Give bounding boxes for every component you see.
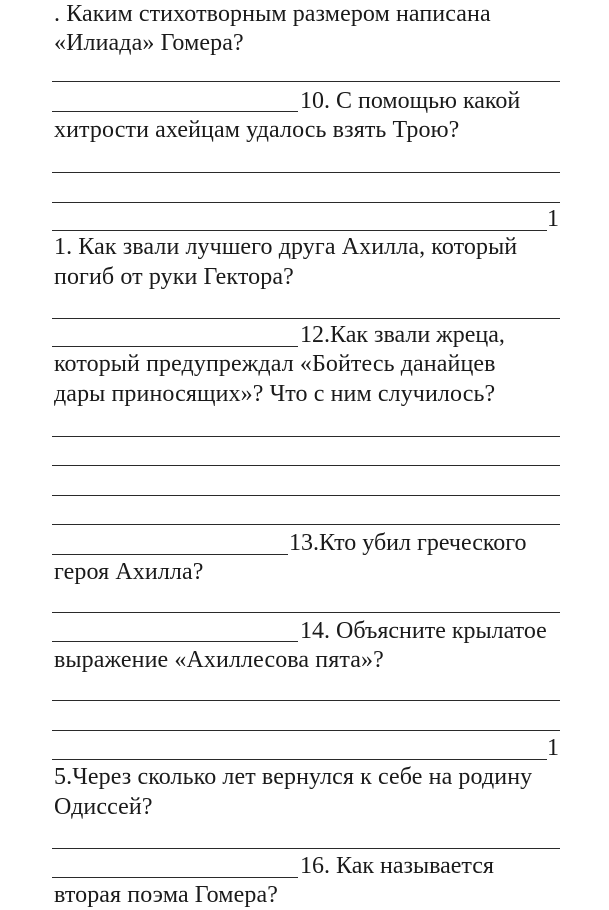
- question-14-line-2: выражение «Ахиллесова пята»?: [54, 647, 384, 673]
- question-10-line-2: хитрости ахейцам удалось взять Трою?: [54, 117, 460, 143]
- answer-line: [52, 612, 560, 613]
- answer-line: [52, 172, 560, 173]
- question-16-line-1: 16. Как называется: [300, 853, 494, 879]
- question-13-line-1: 13.Кто убил греческого: [289, 530, 527, 556]
- answer-line: [52, 730, 560, 731]
- answer-line-short: [52, 877, 298, 878]
- question-12-line-3: дары приносящих»? Что с ним случилось?: [54, 381, 496, 407]
- answer-line: [52, 848, 560, 849]
- answer-line: [52, 436, 560, 437]
- question-11-number-fragment: 1: [547, 206, 559, 232]
- answer-line: [52, 465, 560, 466]
- answer-line: [52, 318, 560, 319]
- answer-line-short: [52, 554, 288, 555]
- answer-line: [52, 495, 560, 496]
- answer-line-short: [52, 111, 298, 112]
- answer-line: [52, 230, 547, 231]
- question-16-line-2: вторая поэма Гомера?: [54, 882, 278, 908]
- answer-line: [52, 81, 560, 82]
- question-11-line-1: 1. Как звали лучшего друга Ахилла, который: [54, 234, 518, 260]
- answer-line: [52, 759, 547, 760]
- answer-line: [52, 524, 560, 525]
- answer-line: [52, 202, 560, 203]
- answer-line-short: [52, 641, 298, 642]
- question-12-line-2: который предупреждал «Бойтесь данайцев: [54, 351, 496, 377]
- question-15-line-2: Одиссей?: [54, 794, 153, 820]
- question-9-line-1: . Каким стихотворным размером написана: [54, 1, 491, 27]
- answer-line: [52, 700, 560, 701]
- question-9-line-2: «Илиада» Гомера?: [54, 30, 244, 56]
- question-15-line-1: 5.Через сколько лет вернулся к себе на родину: [54, 764, 533, 790]
- question-13-line-2: героя Ахилла?: [54, 559, 204, 585]
- question-12-line-1: 12.Как звали жреца,: [300, 322, 505, 348]
- question-15-number-fragment: 1: [547, 735, 559, 761]
- answer-line-short: [52, 346, 298, 347]
- question-10-line-1: 10. С помощью какой: [300, 88, 521, 114]
- question-14-line-1: 14. Объясните крылатое: [300, 618, 547, 644]
- question-11-line-2: погиб от руки Гектора?: [54, 264, 294, 290]
